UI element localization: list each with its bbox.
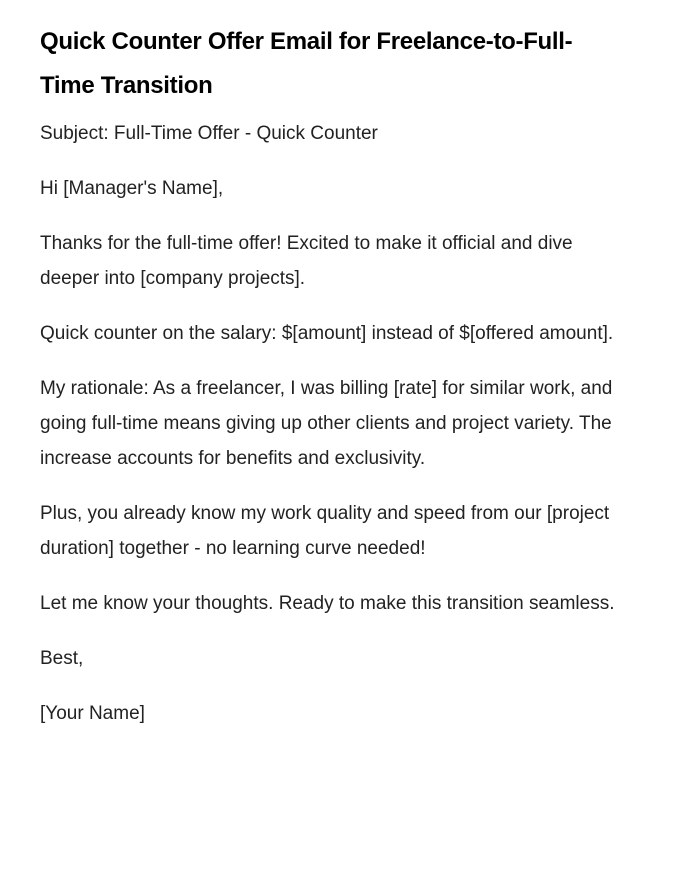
email-paragraph-counter: Quick counter on the salary: $[amount] instead of $[offered amount]. (40, 323, 614, 344)
page-title: Quick Counter Offer Email for Freelance-to-Full-Time Transition (40, 28, 573, 99)
email-signature: [Your Name] (40, 703, 145, 724)
email-paragraph-rationale: My rationale: As a freelancer, I was billing [rate] for similar work, and going full-time means giving up other clients and project variety. The increase accounts for benefits and exclusivity. (40, 378, 613, 469)
email-paragraph-closing-remark: Let me know your thoughts. Ready to make this transition seamless. (40, 593, 615, 614)
email-paragraph-experience: Plus, you already know my work quality and speed from our [project duration] together - no learning curve needed! (40, 503, 610, 559)
email-closing: Best, (40, 648, 84, 669)
email-greeting: Hi [Manager's Name], (40, 178, 224, 199)
email-paragraph-thanks: Thanks for the full-time offer! Excited to make it official and dive deeper into [company projects]. (40, 233, 573, 289)
email-template-document (40, 20, 620, 731)
email-subject-line: Subject: Full-Time Offer - Quick Counter (40, 123, 378, 144)
